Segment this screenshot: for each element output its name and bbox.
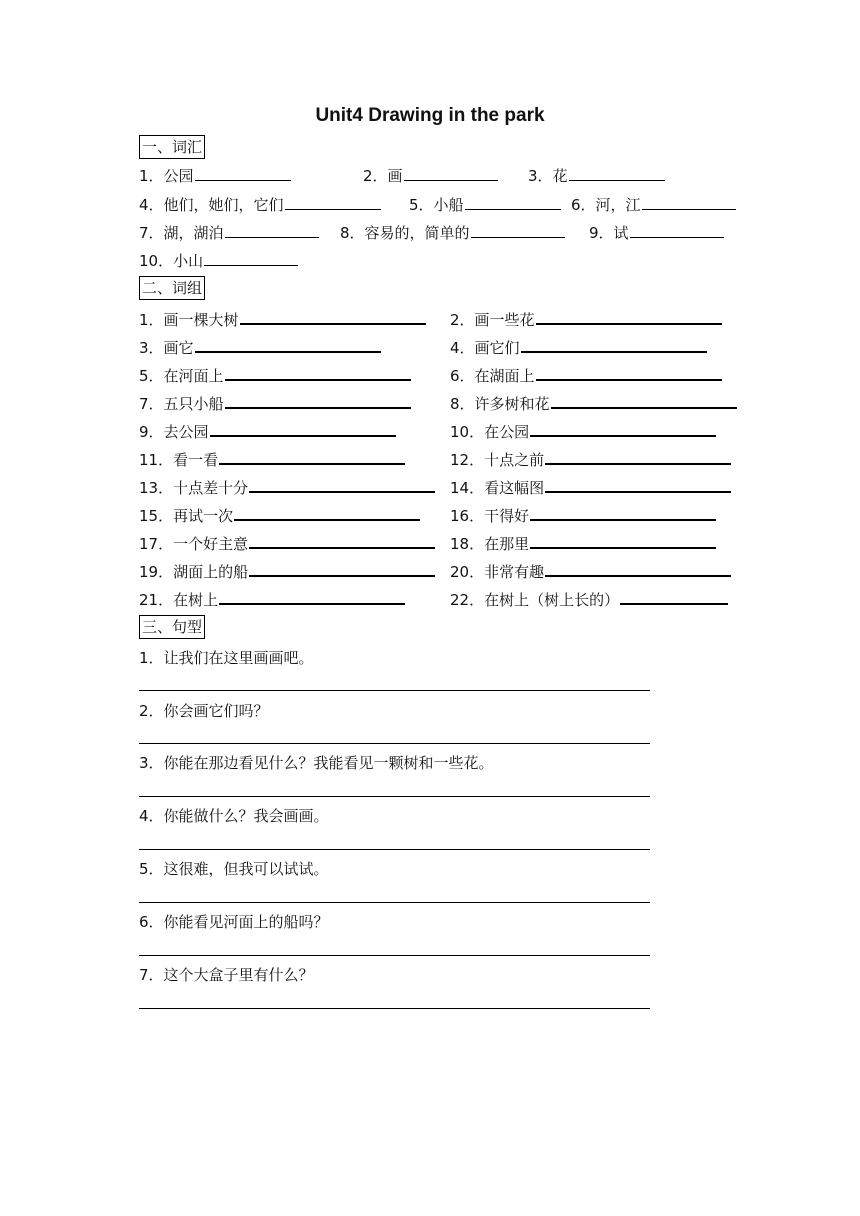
- phrase-item: 16．干得好: [450, 504, 716, 526]
- section-heading-sentences: 三、句型: [139, 615, 205, 639]
- answer-blank[interactable]: [551, 392, 737, 409]
- phrase-item: 9．去公园: [139, 420, 396, 442]
- answer-blank[interactable]: [404, 165, 498, 181]
- phrase-item: 10．在公园: [450, 420, 716, 442]
- vocab-item: 5．小船: [409, 194, 561, 215]
- phrase-item: 18．在那里: [450, 532, 716, 554]
- section-heading-phrases: 二、词组: [139, 276, 205, 300]
- answer-blank[interactable]: [465, 194, 561, 210]
- phrase-item: 11．看一看: [139, 448, 405, 470]
- answer-blank[interactable]: [530, 420, 716, 437]
- sentence-answer-line[interactable]: [139, 743, 650, 744]
- answer-blank[interactable]: [219, 448, 405, 465]
- vocab-item: 1．公园: [139, 165, 291, 186]
- sentence-answer-line[interactable]: [139, 902, 650, 903]
- phrase-item: 15．再试一次: [139, 504, 420, 526]
- answer-blank[interactable]: [545, 476, 731, 493]
- answer-blank[interactable]: [249, 476, 435, 493]
- answer-blank[interactable]: [204, 250, 298, 266]
- phrase-item: 19．湖面上的船: [139, 560, 435, 582]
- phrase-item: 21．在树上: [139, 588, 405, 610]
- sentence-prompt: 6．你能看见河面上的船吗？: [139, 913, 329, 931]
- sentence-prompt: 3．你能在那边看见什么？我能看见一颗树和一些花。: [139, 754, 494, 772]
- answer-blank[interactable]: [530, 532, 716, 549]
- sentence-answer-line[interactable]: [139, 955, 650, 956]
- phrase-item: 1．画一棵大树: [139, 308, 426, 330]
- vocab-item: 4．他们，她们，它们: [139, 194, 381, 215]
- answer-blank[interactable]: [530, 504, 716, 521]
- answer-blank[interactable]: [219, 588, 405, 605]
- answer-blank[interactable]: [225, 392, 411, 409]
- phrase-item: 2．画一些花: [450, 308, 722, 330]
- answer-blank[interactable]: [210, 420, 396, 437]
- answer-blank[interactable]: [630, 222, 724, 238]
- phrase-item: 20．非常有趣: [450, 560, 731, 582]
- answer-blank[interactable]: [240, 308, 426, 325]
- section-heading-vocab: 一、词汇: [139, 135, 205, 159]
- answer-blank[interactable]: [545, 560, 731, 577]
- answer-blank[interactable]: [249, 532, 435, 549]
- vocab-item: 7．湖，湖泊: [139, 222, 319, 243]
- phrase-item: 13．十点差十分: [139, 476, 435, 498]
- phrase-item: 17．一个好主意: [139, 532, 435, 554]
- vocab-item: 2．画: [363, 165, 498, 186]
- answer-blank[interactable]: [536, 364, 722, 381]
- phrase-item: 5．在河面上: [139, 364, 411, 386]
- phrase-item: 6．在湖面上: [450, 364, 722, 386]
- vocab-item: 9．试: [589, 222, 724, 243]
- answer-blank[interactable]: [471, 222, 565, 238]
- vocab-item: 10．小山: [139, 250, 298, 271]
- phrase-item: 22．在树上（树上长的）: [450, 588, 728, 610]
- answer-blank[interactable]: [195, 165, 291, 181]
- answer-blank[interactable]: [195, 336, 381, 353]
- answer-blank[interactable]: [569, 165, 665, 181]
- phrase-item: 8．许多树和花: [450, 392, 737, 414]
- vocab-item: 8．容易的，简单的: [340, 222, 565, 243]
- sentence-prompt: 7．这个大盒子里有什么？: [139, 966, 314, 984]
- phrase-item: 4．画它们: [450, 336, 707, 358]
- answer-blank[interactable]: [536, 308, 722, 325]
- answer-blank[interactable]: [545, 448, 731, 465]
- phrase-item: 3．画它: [139, 336, 381, 358]
- page-title: Unit4 Drawing in the park: [315, 105, 545, 126]
- answer-blank[interactable]: [225, 222, 319, 238]
- sentence-prompt: 1．让我们在这里画画吧。: [139, 649, 314, 667]
- vocab-item: 3．花: [528, 165, 665, 186]
- phrase-item: 12．十点之前: [450, 448, 731, 470]
- vocab-item: 6．河，江: [571, 194, 736, 215]
- phrase-item: 14．看这幅图: [450, 476, 731, 498]
- sentence-answer-line[interactable]: [139, 690, 650, 691]
- answer-blank[interactable]: [285, 194, 381, 210]
- sentence-answer-line[interactable]: [139, 796, 650, 797]
- sentence-prompt: 2．你会画它们吗？: [139, 702, 269, 720]
- phrase-item: 7．五只小船: [139, 392, 411, 414]
- sentence-prompt: 5．这很难，但我可以试试。: [139, 860, 329, 878]
- sentence-prompt: 4．你能做什么？我会画画。: [139, 807, 329, 825]
- answer-blank[interactable]: [521, 336, 707, 353]
- sentence-answer-line[interactable]: [139, 849, 650, 850]
- answer-blank[interactable]: [225, 364, 411, 381]
- answer-blank[interactable]: [234, 504, 420, 521]
- answer-blank[interactable]: [249, 560, 435, 577]
- answer-blank[interactable]: [642, 194, 736, 210]
- sentence-answer-line[interactable]: [139, 1008, 650, 1009]
- answer-blank[interactable]: [620, 588, 728, 605]
